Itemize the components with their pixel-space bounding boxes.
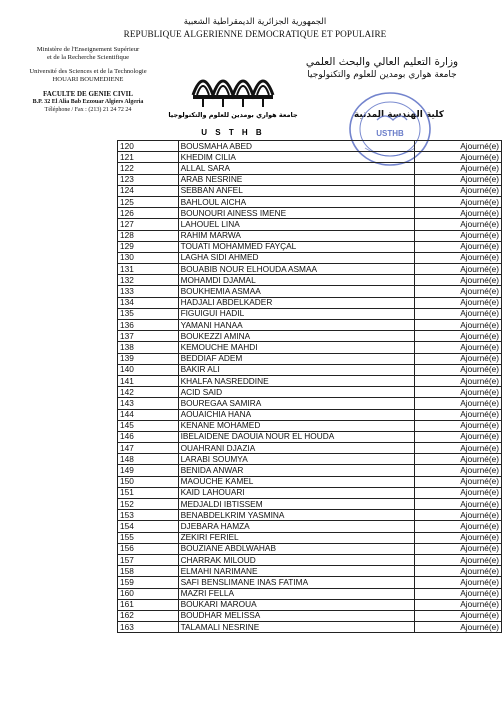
row-number: 151 [118, 487, 179, 498]
table-row [118, 264, 502, 275]
student-name: BENIDA ANWAR [178, 465, 414, 476]
logo-arabic-text: جامعة هواري بومدين للعلوم والتكنولوجيا [168, 111, 298, 119]
result-status: Ajourné(e) [415, 543, 502, 554]
result-status: Ajourné(e) [415, 487, 502, 498]
result-status: Ajourné(e) [415, 219, 502, 230]
student-name: CHARRAK MILOUD [178, 554, 414, 565]
student-name: HADJALI ABDELKADER [178, 297, 414, 308]
table-row [118, 353, 502, 364]
student-name: MAZRI FELLA [178, 588, 414, 599]
result-status: Ajourné(e) [415, 252, 502, 263]
student-name: BENABDELKRIM YASMINA [178, 510, 414, 521]
usthb-logo [168, 55, 298, 145]
table-row [118, 364, 502, 375]
student-name: TOUATI MOHAMMED FAYÇAL [178, 241, 414, 252]
table-row [118, 431, 502, 442]
student-name: BOUKHEMIA ASMAA [178, 286, 414, 297]
result-status: Ajourné(e) [415, 610, 502, 621]
result-status: Ajourné(e) [415, 141, 502, 152]
row-number: 131 [118, 264, 179, 275]
faculty-name: FACULTE DE GENIE CIVIL [42, 90, 134, 98]
student-name: MOHAMDI DJAMAL [178, 275, 414, 286]
row-number: 128 [118, 230, 179, 241]
table-row [118, 454, 502, 465]
row-number: 153 [118, 510, 179, 521]
student-name: ACID SAID [178, 387, 414, 398]
student-name: KEMOUCHE MAHDI [178, 342, 414, 353]
faculty-phone: Téléphone / Fax : (213) 21 24 72 24 [44, 107, 132, 113]
row-number: 120 [118, 141, 179, 152]
result-status: Ajourné(e) [415, 443, 502, 454]
student-name: LAHOUEL LINA [178, 219, 414, 230]
row-number: 148 [118, 454, 179, 465]
student-name: MEDJALDI IBTISSEM [178, 499, 414, 510]
row-number: 160 [118, 588, 179, 599]
student-name: SEBBAN ANFEL [178, 185, 414, 196]
result-status: Ajourné(e) [415, 532, 502, 543]
row-number: 125 [118, 196, 179, 207]
row-number: 161 [118, 599, 179, 610]
table-row [118, 141, 502, 152]
student-name: BOUSMAHA ABED [178, 141, 414, 152]
student-name: KHALFA NASREDDINE [178, 375, 414, 386]
table-row [118, 275, 502, 286]
row-number: 139 [118, 353, 179, 364]
student-name: BOUREGAA SAMIRA [178, 398, 414, 409]
table-row [118, 588, 502, 599]
row-number: 150 [118, 476, 179, 487]
result-status: Ajourné(e) [415, 353, 502, 364]
student-name: BAHLOUL AICHA [178, 196, 414, 207]
student-name: AOUAICHIA HANA [178, 409, 414, 420]
row-number: 132 [118, 275, 179, 286]
table-row [118, 532, 502, 543]
student-name: RAHIM MARWA [178, 230, 414, 241]
row-number: 140 [118, 364, 179, 375]
table-row [118, 230, 502, 241]
result-status: Ajourné(e) [415, 174, 502, 185]
result-status: Ajourné(e) [415, 185, 502, 196]
student-name: YAMANI HANAA [178, 320, 414, 331]
ministry-line-1: Ministère de l'Enseignement Supérieur [36, 46, 140, 53]
table-row [118, 510, 502, 521]
table-row [118, 252, 502, 263]
student-name: SAFI BENSLIMANE INAS FATIMA [178, 577, 414, 588]
row-number: 159 [118, 577, 179, 588]
row-number: 157 [118, 554, 179, 565]
result-status: Ajourné(e) [415, 163, 502, 174]
table-row [118, 375, 502, 386]
table-row [118, 152, 502, 163]
result-status: Ajourné(e) [415, 152, 502, 163]
arabic-institution-block [272, 55, 492, 81]
result-status: Ajourné(e) [415, 375, 502, 386]
logo-usthb-text: U S T H B [201, 128, 265, 137]
student-name: BOUKEZZI AMINA [178, 331, 414, 342]
row-number: 124 [118, 185, 179, 196]
result-status: Ajourné(e) [415, 297, 502, 308]
row-number: 142 [118, 387, 179, 398]
arabic-faculty: كلية الهندسة المدنية [353, 110, 444, 120]
table-row [118, 409, 502, 420]
row-number: 162 [118, 610, 179, 621]
result-status: Ajourné(e) [415, 342, 502, 353]
student-name: DJEBARA HAMZA [178, 521, 414, 532]
row-number: 163 [118, 622, 179, 633]
table-row [118, 622, 502, 633]
student-name: BAKIR ALI [178, 364, 414, 375]
table-row [118, 163, 502, 174]
university-line-2: HOUARI BOUMEDIENE [52, 76, 124, 83]
student-name: BOUNOURI AINESS IMENE [178, 208, 414, 219]
table-row [118, 499, 502, 510]
row-number: 146 [118, 431, 179, 442]
row-number: 135 [118, 308, 179, 319]
result-status: Ajourné(e) [415, 308, 502, 319]
result-status: Ajourné(e) [415, 454, 502, 465]
row-number: 137 [118, 331, 179, 342]
arabic-ministry: وزارة التعليم العالي والبحث العلمي [305, 56, 459, 68]
result-status: Ajourné(e) [415, 510, 502, 521]
student-name: KAID LAHOUARI [178, 487, 414, 498]
student-name: ELMAHI NARIMANE [178, 566, 414, 577]
table-row [118, 297, 502, 308]
row-number: 121 [118, 152, 179, 163]
university-line-1: Université des Sciences et de la Technologie [29, 68, 147, 75]
row-number: 155 [118, 532, 179, 543]
row-number: 154 [118, 521, 179, 532]
result-status: Ajourné(e) [415, 331, 502, 342]
row-number: 158 [118, 566, 179, 577]
table-row [118, 387, 502, 398]
result-status: Ajourné(e) [415, 476, 502, 487]
table-row [118, 331, 502, 342]
table-row [118, 566, 502, 577]
result-status: Ajourné(e) [415, 387, 502, 398]
row-number: 144 [118, 409, 179, 420]
table-row [118, 554, 502, 565]
result-status: Ajourné(e) [415, 521, 502, 532]
result-status: Ajourné(e) [415, 420, 502, 431]
row-number: 129 [118, 241, 179, 252]
table-row [118, 241, 502, 252]
result-status: Ajourné(e) [415, 364, 502, 375]
row-number: 127 [118, 219, 179, 230]
student-name: BOUDHAR MELISSA [178, 610, 414, 621]
student-name: LAGHA SIDI AHMED [178, 252, 414, 263]
table-row [118, 219, 502, 230]
table-row [118, 208, 502, 219]
result-status: Ajourné(e) [415, 554, 502, 565]
result-status: Ajourné(e) [415, 465, 502, 476]
row-number: 149 [118, 465, 179, 476]
row-number: 126 [118, 208, 179, 219]
faculty-address: B.P. 32 El Alia Bab Ezzouar Algiers Algeria [32, 99, 144, 105]
student-name: BOUABIB NOUR ELHOUDA ASMAA [178, 264, 414, 275]
result-status: Ajourné(e) [415, 499, 502, 510]
result-status: Ajourné(e) [415, 398, 502, 409]
row-number: 138 [118, 342, 179, 353]
result-status: Ajourné(e) [415, 622, 502, 633]
table-row [118, 543, 502, 554]
row-number: 145 [118, 420, 179, 431]
result-status: Ajourné(e) [415, 320, 502, 331]
table-row [118, 174, 502, 185]
student-name: BOUZIANE ABDLWAHAB [178, 543, 414, 554]
table-row [118, 599, 502, 610]
table-row [118, 521, 502, 532]
row-number: 123 [118, 174, 179, 185]
student-name: BOUKARI MAROUA [178, 599, 414, 610]
table-row [118, 286, 502, 297]
result-status: Ajourné(e) [415, 566, 502, 577]
student-name: ALLAL SARA [178, 163, 414, 174]
result-status: Ajourné(e) [415, 577, 502, 588]
row-number: 133 [118, 286, 179, 297]
row-number: 152 [118, 499, 179, 510]
table-row [118, 320, 502, 331]
student-name: ZEKIRI FERIEL [178, 532, 414, 543]
table-row [118, 398, 502, 409]
result-status: Ajourné(e) [415, 230, 502, 241]
result-status: Ajourné(e) [415, 431, 502, 442]
result-status: Ajourné(e) [415, 286, 502, 297]
result-status: Ajourné(e) [415, 208, 502, 219]
student-name: FIGUIGUI HADIL [178, 308, 414, 319]
table-row [118, 196, 502, 207]
student-name: KHEDIM CILIA [178, 152, 414, 163]
row-number: 122 [118, 163, 179, 174]
student-name: IBELAIDENE DAOUIA NOUR EL HOUDA [178, 431, 414, 442]
institution-block [8, 46, 168, 114]
student-name: MAOUCHE KAMEL [178, 476, 414, 487]
row-number: 147 [118, 443, 179, 454]
result-status: Ajourné(e) [415, 409, 502, 420]
row-number: 130 [118, 252, 179, 263]
result-status: Ajourné(e) [415, 264, 502, 275]
table-row [118, 465, 502, 476]
row-number: 136 [118, 320, 179, 331]
result-status: Ajourné(e) [415, 241, 502, 252]
student-name: ARAB NESRINE [178, 174, 414, 185]
result-status: Ajourné(e) [415, 588, 502, 599]
results-table [117, 140, 502, 633]
table-row [118, 342, 502, 353]
table-row [118, 443, 502, 454]
row-number: 141 [118, 375, 179, 386]
table-row [118, 420, 502, 431]
republic-heading: REPUBLIQUE ALGERIENNE DEMOCRATIQUE ET POPULAIRE [123, 29, 387, 39]
student-name: TALAMALI NESRINE [178, 622, 414, 633]
row-number: 134 [118, 297, 179, 308]
student-name: KENANE MOHAMED [178, 420, 414, 431]
table-row [118, 308, 502, 319]
stamp-text: USTHB [376, 129, 404, 138]
results-table-body [118, 141, 502, 633]
table-row [118, 185, 502, 196]
table-row [118, 487, 502, 498]
arabic-university: جامعة هواري بومدين للعلوم والتكنولوجيا [307, 70, 457, 80]
student-name: LARABI SOUMYA [178, 454, 414, 465]
table-row [118, 476, 502, 487]
table-row [118, 577, 502, 588]
student-name: BEDDIAF ADEM [178, 353, 414, 364]
result-status: Ajourné(e) [415, 275, 502, 286]
table-row [118, 610, 502, 621]
result-status: Ajourné(e) [415, 196, 502, 207]
arabic-republic-heading: الجمهورية الجزائرية الديمقراطية الشعبية [183, 17, 327, 27]
row-number: 156 [118, 543, 179, 554]
result-status: Ajourné(e) [415, 599, 502, 610]
student-name: OUAHRANI DJAZIA [178, 443, 414, 454]
row-number: 143 [118, 398, 179, 409]
ministry-line-2: et de la Recherche Scientifique [46, 54, 130, 61]
